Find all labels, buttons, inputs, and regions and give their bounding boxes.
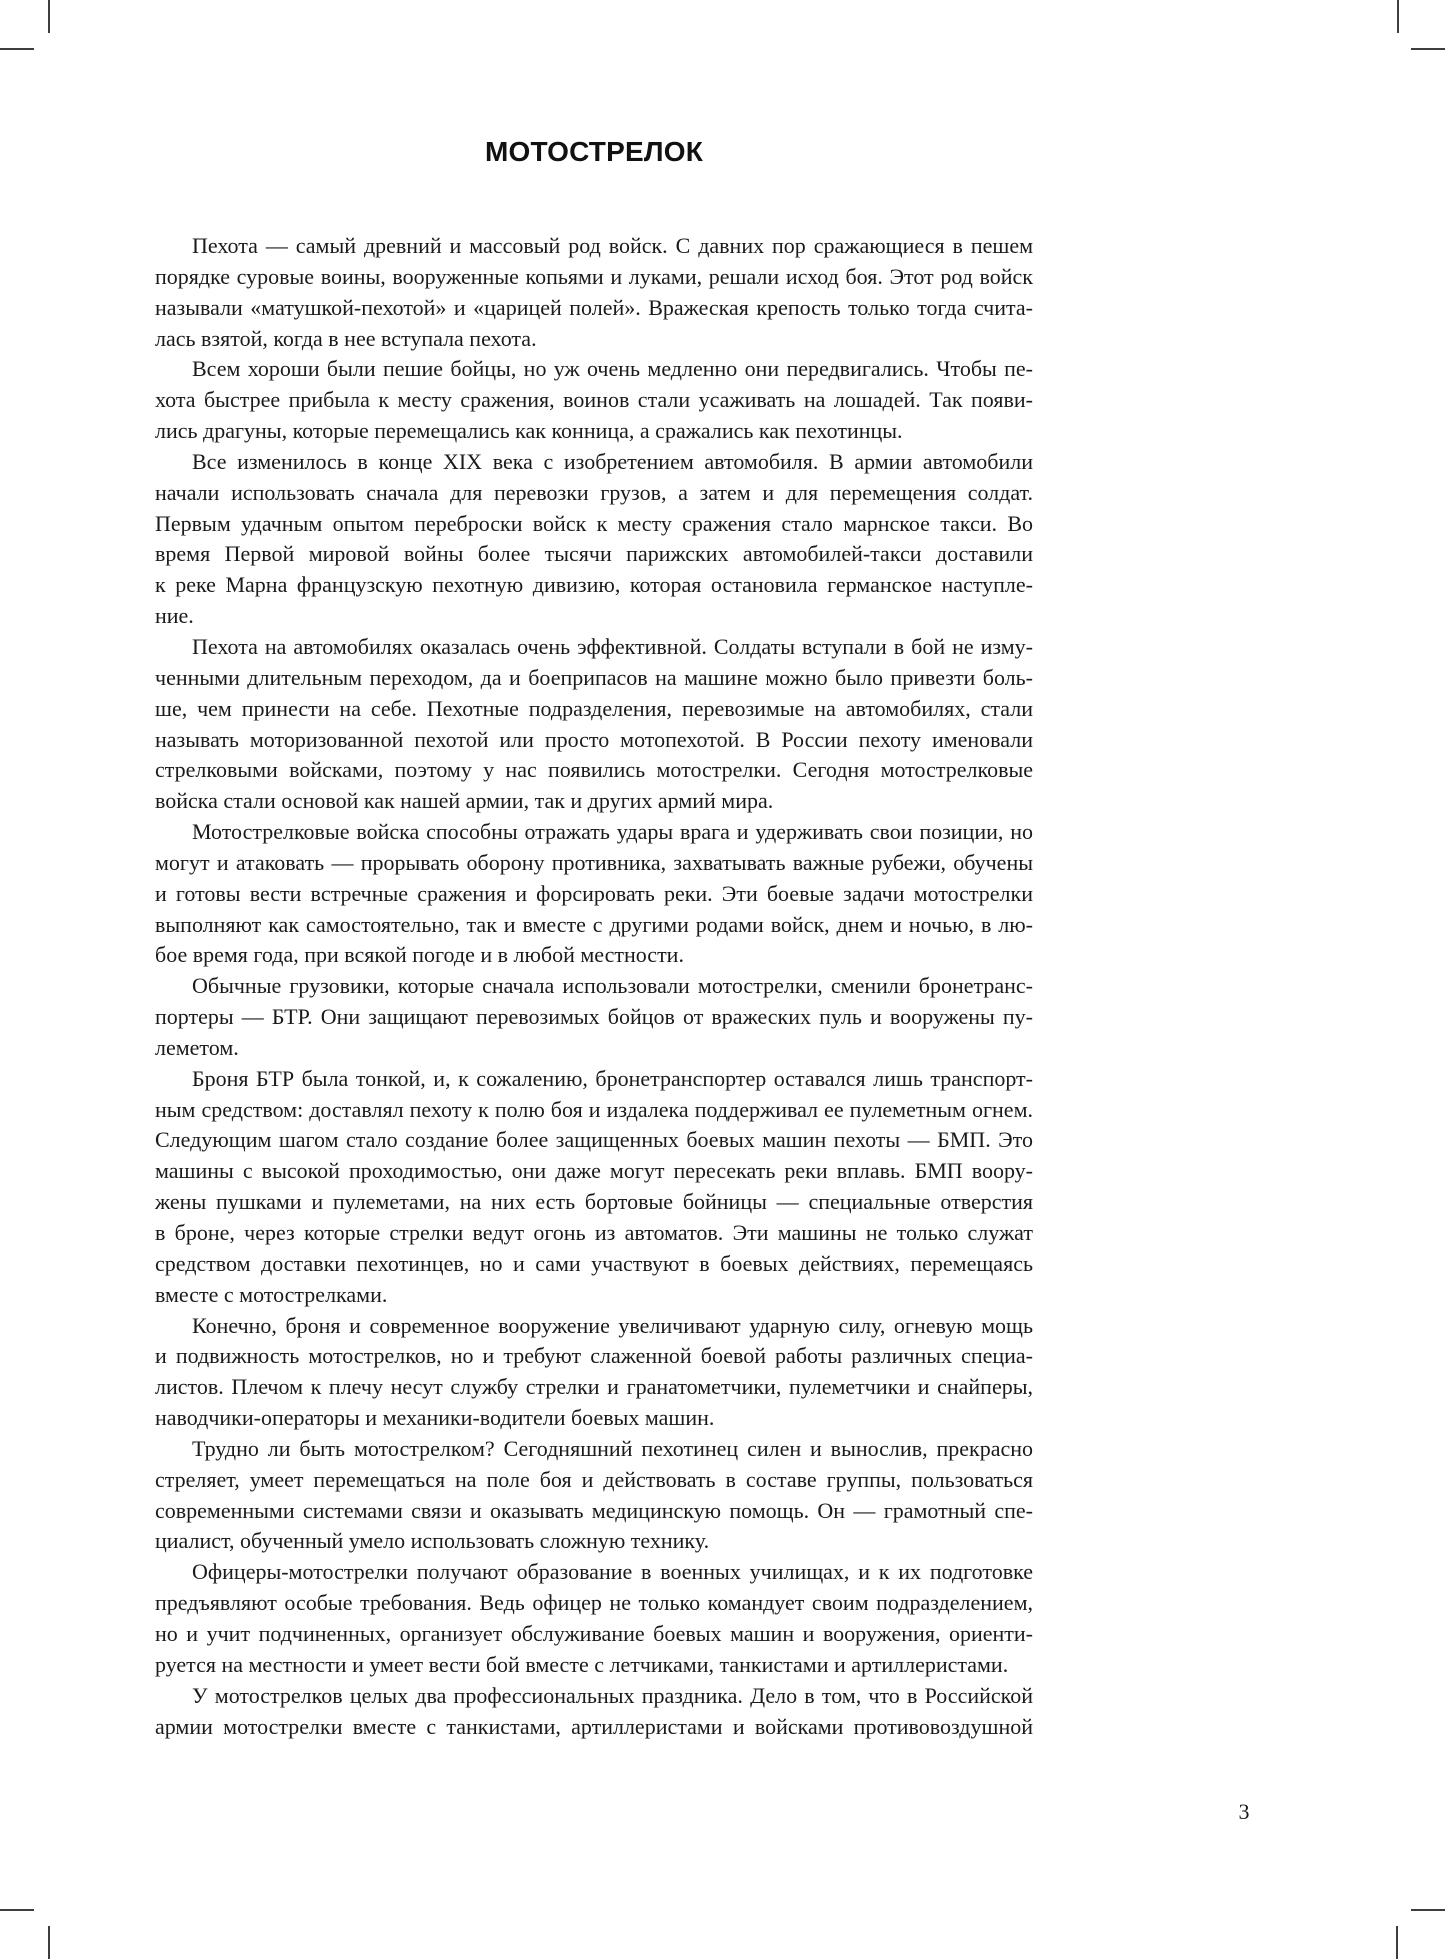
text-line: стреляет, умеет перемещаться на поле боя и действовать в составе группы, пользоваться — [155, 1466, 1033, 1492]
text-line: но и учит подчиненных, организует обслуживание боевых машин и вооружения, ориенти- — [155, 1620, 1033, 1646]
text-line: Всем хороши были пешие бойцы, но уж очень медленно они передвигались. Чтобы пе- — [192, 356, 1033, 382]
text-line: Все изменилось в конце XIX века с изобретением автомобиля. В армии автомобили — [192, 448, 1033, 474]
text-line: выполняют как самостоятельно, так и вместе с другими родами войск, днем и ночью, в лю- — [155, 911, 1033, 937]
text-line: средством доставки пехотинцев, но и сами участвуют в боевых действиях, перемещаясь — [155, 1250, 1033, 1276]
text-line: Броня БТР была тонкой, и, к сожалению, бронетранспортер оставался лишь транспорт- — [192, 1065, 1033, 1091]
text-line: Трудно ли быть мотострелком? Сегодняшний пехотинец силен и вынослив, прекрасно — [192, 1435, 1033, 1461]
text-line: в броне, через которые стрелки ведут огонь из автоматов. Эти машины не только служат — [155, 1220, 1033, 1245]
text-line: ченными длительным переходом, да и боеприпасов на машине можно было привезти боль- — [155, 664, 1033, 690]
text-line: Пехота на автомобилях оказалась очень эффективной. Солдаты вступали в бой не изму- — [192, 633, 1033, 659]
text-line: руется на местности и умеет вести бой вместе с летчиками, танкистами и артиллеристами. — [155, 1651, 1009, 1677]
text-line: циалист, обученный умело использовать сложную технику. — [155, 1528, 710, 1554]
text-line: Обычные грузовики, которые сначала использовали мотострелки, сменили бронетранс- — [192, 973, 1033, 999]
page-title: МОТОСТРЕЛОК — [485, 136, 703, 167]
page-number: 3 — [1238, 1799, 1250, 1824]
text-line: ние. — [155, 603, 194, 629]
text-line: начали использовать сначала для перевозки грузов, а затем и для перемещения солдат. — [155, 479, 1033, 505]
crop-mark-top-left-horizontal — [0, 48, 34, 50]
text-line: Первым удачным опытом переброски войск к месту сражения стало марнское такси. Во — [155, 510, 1033, 536]
crop-mark-top-left-vertical — [48, 0, 50, 33]
text-line: вместе с мотострелками. — [155, 1281, 388, 1307]
text-line: портеры — БТР. Они защищают перевозимых бойцов от вражеских пуль и вооружены пу- — [155, 1004, 1033, 1030]
text-line: время Первой мировой войны более тысячи парижских автомобилей-такси доставили — [155, 541, 1033, 567]
body-text — [155, 231, 1033, 1742]
crop-mark-top-right-horizontal — [1411, 48, 1445, 50]
crop-mark-bottom-right-vertical — [1396, 1926, 1398, 1959]
crop-mark-bottom-right-horizontal — [1411, 1909, 1445, 1911]
text-line: Конечно, броня и современное вооружение увеличивают ударную силу, огневую мощь — [192, 1312, 1033, 1338]
text-line: к реке Марна французскую пехотную дивизию, которая остановила германское наступле- — [155, 572, 1033, 598]
text-line: леметом. — [155, 1034, 239, 1060]
text-line: хота быстрее прибыла к месту сражения, воинов стали усаживать на лошадей. Так появи- — [155, 387, 1033, 413]
text-line: Мотострелковые войска способны отражать удары врага и удерживать свои позиции, но — [192, 819, 1033, 845]
text-line: называли «матушкой-пехотой» и «царицей полей». Вражеская крепость только тогда счита- — [155, 294, 1033, 320]
text-line: стрелковыми войсками, поэтому у нас появились мотострелки. Сегодня мотострелковые — [155, 757, 1033, 783]
text-line: лась взятой, когда в нее вступала пехота. — [155, 325, 537, 351]
text-line: лись драгуны, которые перемещались как конница, а сражались как пехотинцы. — [155, 418, 903, 444]
crop-mark-top-right-vertical — [1397, 0, 1399, 33]
text-line: современными системами связи и оказывать медицинскую помощь. Он — грамотный спе- — [155, 1497, 1033, 1523]
text-line: Следующим шагом стало создание более защищенных боевых машин пехоты — БМП. Это — [155, 1127, 1033, 1153]
text-line: могут и атаковать — прорывать оборону противника, захватывать важные рубежи, обучены — [155, 849, 1033, 875]
text-line: ше, чем принести на себе. Пехотные подразделения, перевозимые на автомобилях, стали — [155, 695, 1033, 721]
text-line: предъявляют особые требования. Ведь офицер не только командует своим подразделением, — [155, 1590, 1033, 1616]
text-line: машины с высокой проходимостью, они даже могут пересекать реки вплавь. БМП воору- — [155, 1158, 1033, 1184]
text-line: листов. Плечом к плечу несут службу стрелки и гранатометчики, пулеметчики и снайперы, — [155, 1374, 1033, 1400]
text-line: У мотострелков целых два профессиональных праздника. Дело в том, что в Российской — [192, 1682, 1033, 1708]
text-line: войска стали основой как нашей армии, так и других армий мира. — [155, 788, 774, 814]
text-line: бое время года, при всякой погоде и в любой местности. — [155, 942, 684, 968]
text-line: жены пушками и пулеметами, на них есть бортовые бойницы — специальные отверстия — [155, 1189, 1033, 1215]
text-line: называть моторизованной пехотой или просто мотопехотой. В России пехоту именовали — [155, 726, 1033, 752]
text-line: Пехота — самый древний и массовый род войск. С давних пор сражающиеся в пешем — [192, 233, 1033, 258]
text-line: наводчики-операторы и механики-водители боевых машин. — [155, 1405, 715, 1431]
text-line: Офицеры-мотострелки получают образование в военных училищах, и к их подготовке — [192, 1559, 1033, 1585]
crop-mark-bottom-left-horizontal — [0, 1909, 34, 1911]
text-line: порядке суровые воины, вооруженные копьями и луками, решали исход боя. Этот род войск — [155, 263, 1033, 289]
crop-mark-bottom-left-vertical — [48, 1926, 50, 1959]
text-line: и готовы вести встречные сражения и форсировать реки. Эти боевые задачи мотострелки — [155, 880, 1033, 906]
text-line: ным средством: доставлял пехоту к полю боя и издалека поддерживал ее пулеметным огнем. — [155, 1096, 1033, 1122]
text-line: армии мотострелки вместе с танкистами, артиллеристами и войсками противовоздушной — [155, 1713, 1033, 1739]
text-line: и подвижность мотострелков, но и требуют слаженной боевой работы различных специа- — [155, 1343, 1033, 1369]
